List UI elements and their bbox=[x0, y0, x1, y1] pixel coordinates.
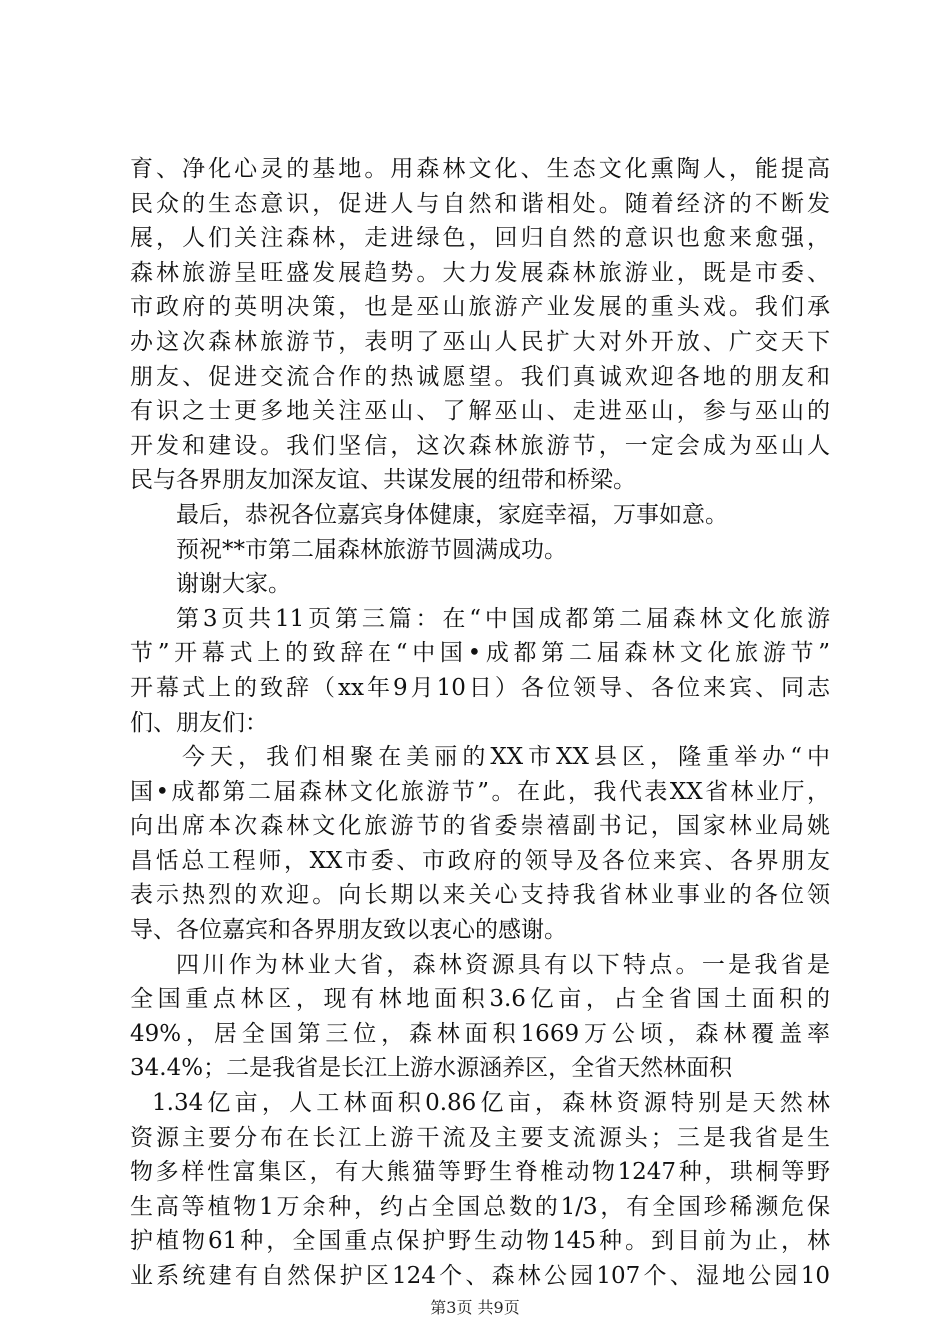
text-line: 育、净化心灵的基地。用森林文化、生态文化熏陶人，能提高 bbox=[130, 156, 830, 182]
text-line: 全国重点林区，现有林地面积3.6亿亩，占全省国土面积的 bbox=[130, 986, 830, 1013]
text-line: 开幕式上的致辞（xx年9月10日）各位领导、各位来宾、同志 bbox=[130, 674, 830, 701]
text-line: 资源主要分布在长江上游干流及主要支流源头；三是我省是生 bbox=[130, 1124, 830, 1151]
text-line: 第3页共11页第三篇：在“中国成都第二届森林文化旅游 bbox=[176, 605, 830, 632]
page-footer: 第3页 共9页 bbox=[430, 1298, 520, 1317]
document-body bbox=[130, 152, 830, 1294]
text-line: 民众的生态意识，促进人与自然和谐相处。随着经济的不断发 bbox=[130, 190, 830, 217]
text-line: 业系统建有自然保护区124个、森林公园107个、湿地公园10 bbox=[130, 1263, 830, 1289]
text-line: 向出席本次森林文化旅游节的省委崇禧副书记，国家林业局姚 bbox=[130, 813, 830, 840]
text-line: 节”开幕式上的致辞在“中国•成都第二届森林文化旅游节” bbox=[130, 640, 830, 667]
text-line: 最后，恭祝各位嘉宾身体健康，家庭幸福，万事如意。 bbox=[176, 501, 728, 528]
text-line: 表示热烈的欢迎。向长期以来关心支持我省林业事业的各位领 bbox=[130, 882, 830, 909]
text-line: 生高等植物1万余种，约占全国总数的1/3，有全国珍稀濒危保 bbox=[130, 1193, 830, 1220]
text-line: 有识之士更多地关注巫山、了解巫山、走进巫山，参与巫山的 bbox=[130, 398, 830, 425]
text-line: 展，人们关注森林，走进绿色，回归自然的意识也愈来愈强， bbox=[130, 225, 830, 252]
text-line: 们、朋友们： bbox=[130, 709, 268, 736]
text-line: 昌恬总工程师，XX市委、市政府的领导及各位来宾、各界朋友 bbox=[130, 847, 830, 874]
text-line: 森林旅游呈旺盛发展趋势。大力发展森林旅游业，既是市委、 bbox=[130, 259, 830, 286]
text-line: 49%，居全国第三位，森林面积1669万公顷，森林覆盖率 bbox=[130, 1020, 830, 1047]
text-line: 四川作为林业大省，森林资源具有以下特点。一是我省是 bbox=[176, 951, 830, 978]
text-line: 朋友、促进交流合作的热诚愿望。我们真诚欢迎各地的朋友和 bbox=[130, 363, 830, 390]
text-line: 谢谢大家。 bbox=[176, 571, 291, 598]
text-line: 34.4%；二是我省是长江上游水源涵养区，全省天然林面积 bbox=[130, 1055, 733, 1082]
text-line: 民与各界朋友加深友谊、共谋发展的纽带和桥梁。 bbox=[130, 467, 636, 494]
text-line: 物多样性富集区，有大熊猫等野生脊椎动物1247种，珙桐等野 bbox=[130, 1159, 830, 1186]
text-line: 护植物61种，全国重点保护野生动物145种。到目前为止，林 bbox=[130, 1228, 830, 1255]
text-line: 开发和建设。我们坚信，这次森林旅游节，一定会成为巫山人 bbox=[130, 432, 830, 459]
text-line: 导、各位嘉宾和各界朋友致以衷心的感谢。 bbox=[130, 917, 567, 944]
text-line: 办这次森林旅游节，表明了巫山人民扩大对外开放、广交天下 bbox=[130, 328, 830, 355]
text-line: 今天，我们相聚在美丽的XX市XX县区，隆重举办“中 bbox=[182, 744, 830, 771]
text-line: 1.34亿亩，人工林面积0.86亿亩，森林资源特别是天然林 bbox=[152, 1090, 830, 1117]
text-line: 国•成都第二届森林文化旅游节”。在此，我代表XX省林业厅， bbox=[130, 778, 830, 805]
text-line: 市政府的英明决策，也是巫山旅游产业发展的重头戏。我们承 bbox=[130, 294, 830, 321]
text-line: 预祝**市第二届森林旅游节圆满成功。 bbox=[176, 536, 567, 563]
